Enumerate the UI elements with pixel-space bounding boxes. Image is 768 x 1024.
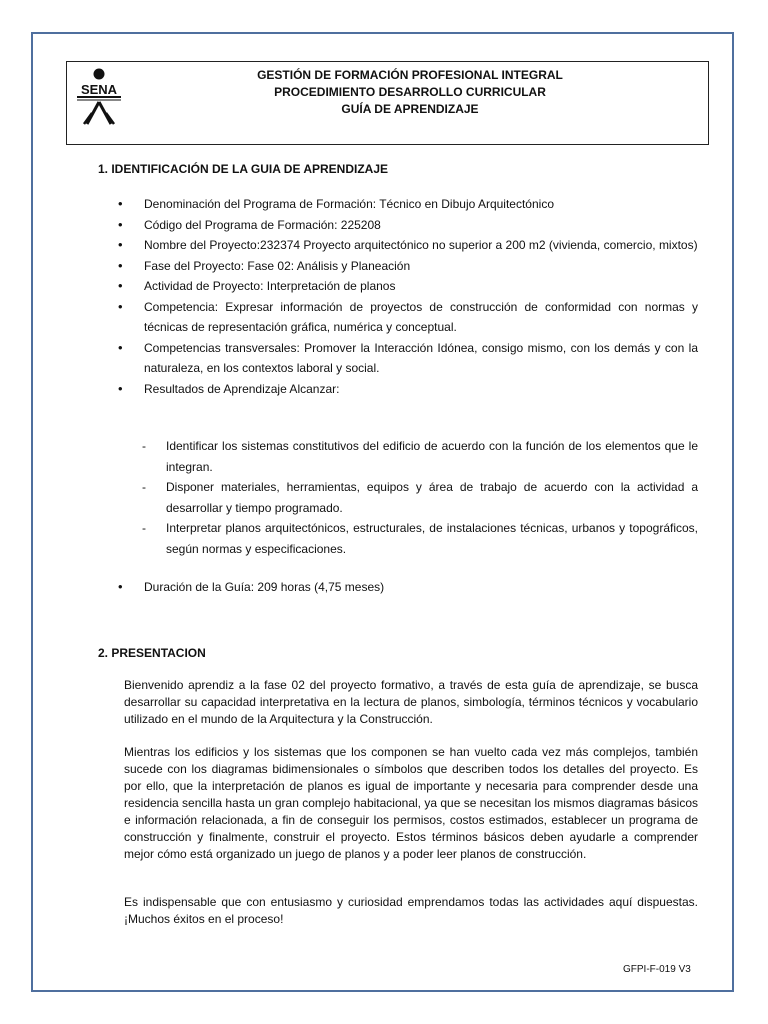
section-2-title: 2. PRESENTACION <box>98 646 206 660</box>
header-titles <box>67 67 708 118</box>
list-item: • Resultados de Aprendizaje Alcanzar: <box>96 379 698 400</box>
header-line-2: PROCEDIMIENTO DESARROLLO CURRICULAR <box>274 85 546 99</box>
header-line-3: GUÍA DE APRENDIZAJE <box>341 102 479 116</box>
logo-text: SENA <box>80 82 118 97</box>
duration-item: • Duración de la Guía: 209 horas (4,75 meses) <box>96 577 698 598</box>
document-header <box>66 61 709 145</box>
list-item: • Fase del Proyecto: Fase 02: Análisis y Planeación <box>96 256 698 277</box>
identification-list <box>96 194 698 399</box>
presentation-paragraph: Mientras los edificios y los sistemas que los componen se han vuelto cada vez más complejos, también sucede con los diagramas bidimensionales o símbolos que describen todos los detalles del proyecto. Es por ello, que la interpretación de planos es igual de importante y necesaria para comprender desde una residencia sencilla hasta un gran complejo habitacional, ya que se necesitan los mismos diagramas básicos e información relacionada, a fin de conseguir los permisos, costos estimados, establecer un programa de construcción y finalmente, construir el proyecto. Estos términos básicos deben ayudarle a comprender mejor cómo está organizado un juego de planos y a poder leer planos de construcción. <box>124 745 698 861</box>
list-item: • Nombre del Proyecto:232374 Proyecto arquitectónico no superior a 200 m2 (vivienda, comercio, mixtos) <box>96 235 698 256</box>
list-item: • Competencias transversales: Promover la Interacción Idónea, consigo mismo, con los demás y con la naturaleza, en los contextos laboral y social. <box>96 338 698 379</box>
presentation-paragraph: Bienvenido aprendiz a la fase 02 del proyecto formativo, a través de esta guía de aprendizaje, se busca desarrollar su capacidad interpretativa en la lectura de planos, simbología, términos técnicos y vocabulario utilizado en el mundo de la Arquitectura y la Construcción. <box>124 678 698 726</box>
result-item: - Interpretar planos arquitectónicos, estructurales, de instalaciones técnicas, urbanos y topográficos, según normas y especificaciones. <box>142 518 698 559</box>
list-item: • Actividad de Proyecto: Interpretación de planos <box>96 276 698 297</box>
learning-results-list <box>142 436 698 559</box>
section-1-title: 1. IDENTIFICACIÓN DE LA GUIA DE APRENDIZAJE <box>98 162 389 176</box>
list-item: • Denominación del Programa de Formación: Técnico en Dibujo Arquitectónico <box>96 194 698 215</box>
presentation-paragraph: Es indispensable que con entusiasmo y curiosidad emprendamos todas las actividades aquí dispuestas. ¡Muchos éxitos en el proceso! <box>124 895 698 926</box>
list-item: • Código del Programa de Formación: 225208 <box>96 215 698 236</box>
form-code: GFPI-F-019 V3 <box>623 964 691 975</box>
header-line-1: GESTIÓN DE FORMACIÓN PROFESIONAL INTEGRAL <box>257 68 563 82</box>
result-item: - Disponer materiales, herramientas, equipos y área de trabajo de acuerdo con la actividad a desarrollar y tiempo programado. <box>142 477 698 518</box>
duration-list <box>96 577 698 598</box>
result-item: - Identificar los sistemas constitutivos del edificio de acuerdo con la función de los elementos que le integran. <box>142 436 698 477</box>
list-item: • Competencia: Expresar información de proyectos de construcción de conformidad con normas y técnicas de representación gráfica, numérica y conceptual. <box>96 297 698 338</box>
